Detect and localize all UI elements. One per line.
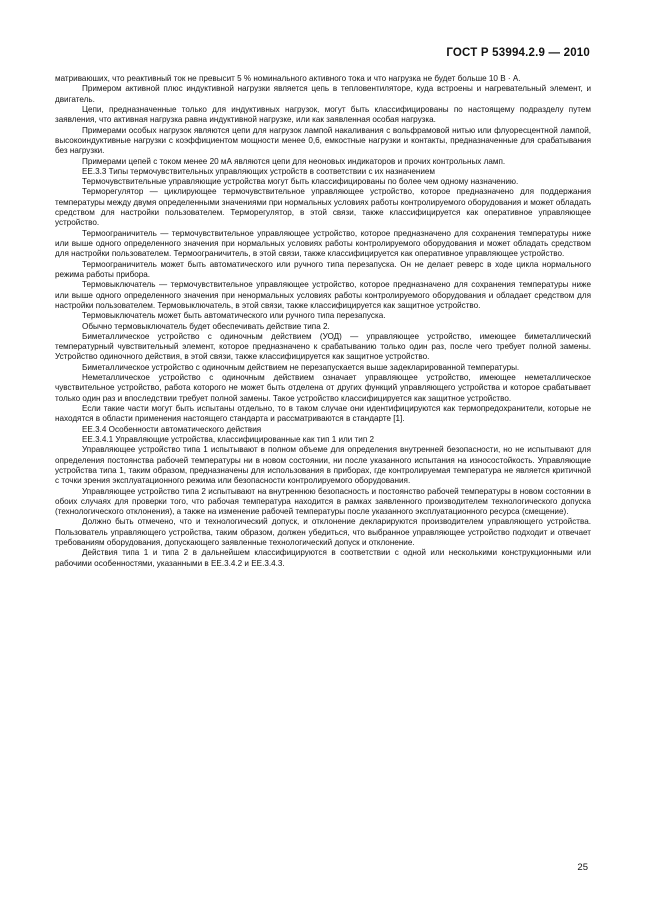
document-body	[55, 74, 591, 569]
paragraph: Термовыключатель может быть автоматического или ручного типа перезапуска.	[82, 311, 386, 321]
paragraph: Управляющее устройство типа 1 испытывают в полном объеме для определения внутренней безопасности, но не испытывают для определения постоянства рабочей температуры ни в новом состоянии, ни после указанного испытания на износостойкость. Управляющие устройства типа 1, таким образом, предназначены для использования в приборах, где контролируемая температура не является критичной с точки зрения эксплуатационного режима или безопасности контролируемого оборудования.	[55, 445, 591, 486]
section-heading: ЕЕ.3.3 Типы термочувствительных управляющих устройств в соответствии с их назначением	[82, 166, 436, 176]
paragraph: Термовыключатель — термочувствительное управляющее устройство, которое предназначено для сохранения температуры ниже или выше одного определенного значения при ненормальных условиях работы контролируемого оборудования и обладает средством для настройки пользователем. Термовыключатель, в этой связи, также классифицируется как защитное устройство.	[55, 280, 591, 310]
paragraph: Должно быть отмечено, что и технологический допуск, и отклонение декларируются производителем управляющего устройства. Пользователь управляющего устройства, таким образом, должен убедиться, что выбранное управляющее устройство подходит и отвечает требованиям оборудования, допускающего заявленные технологический допуск и отклонение.	[55, 517, 591, 548]
paragraph: Неметаллическое устройство с одиночным действием означает управляющее устройство, имеющее неметаллическое чувствительное устройство, работа которого не может быть отделена от других функций управляющего устройства и которое срабатывает только один раз и впоследствии требует полной замены. Такое устройство классифицируется как защитное устройство.	[55, 373, 591, 403]
paragraph: Биметаллическое устройство с одиночным действием (УОД) — управляющее устройство, имеющее биметаллический температурный чувствительный элемент, которое предназначено к срабатыванию только один раз, после чего требует полной замены. Устройство одиночного действия, в этой связи, также классифицируется как защитное устройство.	[55, 331, 591, 362]
paragraph: Действия типа 1 и типа 2 в дальнейшем классифицируются в соответствии с одной или несколькими конструкционными или рабочими особенностями, указанными в ЕЕ.3.4.2 и ЕЕ.3.4.3.	[55, 548, 591, 568]
paragraph: Терморегулятор — циклирующее термочувствительное управляющее устройство, которое предназначено для поддержания температуры между двумя определенными значениями при нормальных условиях работы контролируемого оборудования и может обладать средством для настройки пользователем. Терморегулятор, в этой связи, также классифицируется как оперативное управляющее устройство.	[55, 187, 591, 228]
standard-header: ГОСТ Р 53994.2.9 — 2010	[446, 47, 590, 59]
paragraph: Примером активной плюс индуктивной нагрузки является цепь в тепловентиляторе, куда встроены и нагревательный элемент, и двигатель.	[55, 84, 591, 104]
paragraph: Термочувствительные управляющие устройства могут быть классифицированы по более чем одному назначению.	[82, 177, 519, 187]
paragraph: Примерами особых нагрузок являются цепи для нагрузок лампой накаливания с вольфрамовой нитью или флуоресцентной лампой, высокоиндуктивные нагрузки с коэффициентом мощности менее 0,6, емкостные нагрузки и контакты, предназначенные для срабатывания без нагрузки.	[55, 125, 591, 156]
paragraph: Если такие части могут быть испытаны отдельно, то в таком случае они идентифицируются как термопредохранители, которые не находятся в области применения настоящего стандарта и рассматриваются в стандарте [1].	[55, 404, 591, 424]
paragraph: Термоограничитель может быть автоматического или ручного типа перезапуска. Он не делает реверс в ходе цикла нормального режима работы прибора.	[55, 259, 591, 279]
paragraph: Биметаллическое устройство с одиночным действием не перезапускается выше задекларированной температуры.	[82, 362, 520, 372]
paragraph: матриваюших, что реактивный ток не превысит 5 % номинального активного тока и что нагрузка не будет больше 10 В · А.	[55, 74, 521, 83]
page-number: 25	[577, 862, 588, 873]
paragraph: Управляющее устройство типа 2 испытывают на внутреннюю безопасность и постоянство рабочей температуры в новом состоянии в обоих случаях для проверки того, что рабочая температура находится в рамках заявленного производителем технологического допуска (технологического отклонения), а также на изменение рабочей температуры после указанного эксплуатационного ресурса (смещение).	[55, 486, 591, 517]
paragraph: Примерами цепей с током менее 20 мА являются цепи для неоновых индикаторов и прочих контрольных ламп.	[82, 156, 506, 166]
section-heading: ЕЕ.3.4.1 Управляющие устройства, классифицированные как тип 1 или тип 2	[82, 434, 375, 444]
paragraph: Цепи, предназначенные только для индуктивных нагрузок, могут быть классифицированы по настоящему подразделу путем заявления, что активная нагрузка равна индуктивной нагрузке, или как заявленная особая нагрузка.	[55, 104, 591, 125]
paragraph: Обычно термовыключатель будет обеспечивать действие типа 2.	[82, 321, 330, 331]
paragraph: Термоограничитель — термочувствительное управляющее устройство, которое предназначено для сохранения температуры ниже или выше одного определенного значения при нормальных условиях работы контролируемого оборудования и может обладать средством для настройки пользователем. Термоограничитель, в этой связи, также классифицируется как оперативное управляющее устройство.	[55, 228, 591, 259]
section-heading: ЕЕ.3.4 Особенности автоматического действия	[82, 424, 262, 434]
